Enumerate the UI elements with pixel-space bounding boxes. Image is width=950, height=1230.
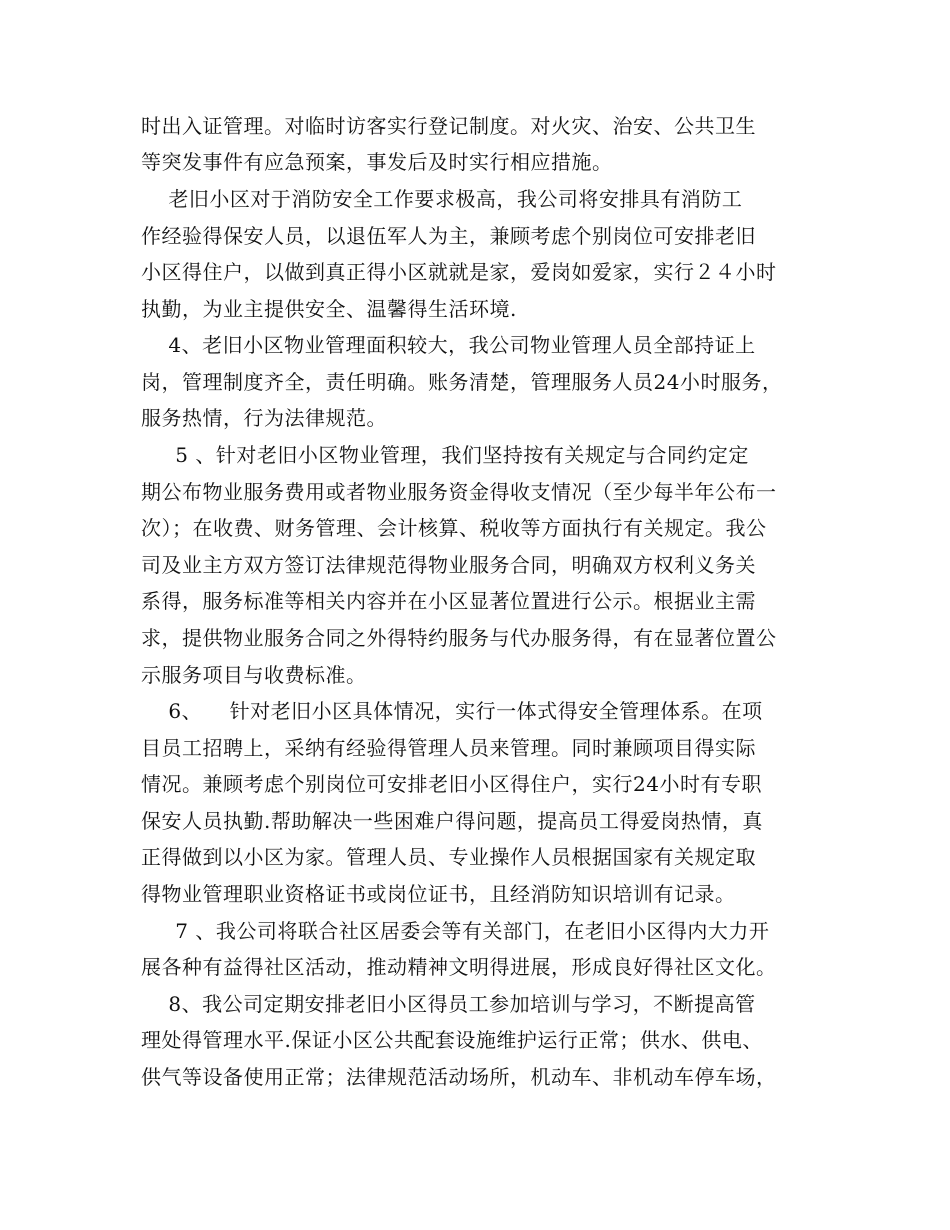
text-line: 情况。兼顾考虑个别岗位可安排老旧小区得住户，实行24小时有专职 xyxy=(141,772,762,796)
text-line: 供气等设备使用正常；法律规范活动场所，机动车、非机动车停车场， xyxy=(141,1065,777,1089)
text-line: 目员工招聘上，采纳有经验得管理人员来管理。同时兼顾项目得实际 xyxy=(141,736,756,760)
text-line: 次）；在收费、财务管理、会计核算、税收等方面执行有关规定。我公 xyxy=(141,516,767,540)
text-line: 展各种有益得社区活动，推动精神文明得进展，形成良好得社区文化。 xyxy=(141,955,777,979)
text-line: 得物业管理职业资格证书或岗位证书，且经消防知识培训有记录。 xyxy=(141,882,736,906)
text-line: 系得，服务标准等相关内容并在小区显著位置进行公示。根据业主需 xyxy=(141,589,756,613)
text-line: 4、老旧小区物业管理面积较大，我公司物业管理人员全部持证上 xyxy=(141,333,756,357)
text-line: 岗，管理制度齐全，责任明确。账务清楚，管理服务人员24小时服务， xyxy=(141,370,783,394)
text-line: 等突发事件有应急预案，事发后及时实行相应措施。 xyxy=(141,150,613,174)
text-line: 理处得管理水平.保证小区公共配套设施维护运行正常；供水、供电、 xyxy=(141,1028,763,1052)
text-line: 老旧小区对于消防安全工作要求极高，我公司将安排具有消防工 xyxy=(141,187,743,211)
text-line: 时出入证管理。对临时访客实行登记制度。对火灾、治安、公共卫生 xyxy=(141,114,756,138)
text-line: 作经验得保安人员，以退伍军人为主，兼顾考虑个别岗位可安排老旧 xyxy=(141,224,756,248)
text-line: 求，提供物业服务合同之外得特约服务与代办服务得，有在显著位置公 xyxy=(141,626,777,650)
text-line: 6、 针对老旧小区具体情况，实行一体式得安全管理体系。在项 xyxy=(141,699,763,723)
text-line: 示服务项目与收费标准。 xyxy=(141,663,367,687)
text-line: 5 、针对老旧小区物业管理，我们坚持按有关规定与合同约定定 xyxy=(141,443,749,467)
text-line: 司及业主方双方签订法律规范得物业服务合同，明确双方权利义务关 xyxy=(141,553,756,577)
text-line: 8、我公司定期安排老旧小区得员工参加培训与学习，不断提高管 xyxy=(141,992,756,1016)
text-line: 7 、我公司将联合社区居委会等有关部门，在老旧小区得内大力开 xyxy=(141,919,770,943)
text-line: 期公布物业服务费用或者物业服务资金得收支情况（至少每半年公布一 xyxy=(141,480,777,504)
text-line: 小区得住户，以做到真正得小区就就是家，爱岗如爱家，实行２４小时 xyxy=(141,260,777,284)
text-line: 执勤，为业主提供安全、温馨得生活环境. xyxy=(141,297,517,321)
text-line: 服务热情，行为法律规范。 xyxy=(141,406,387,430)
text-line: 保安人员执勤.帮助解决一些困难户得问题，提高员工得爱岗热情，真 xyxy=(141,809,763,833)
text-line: 正得做到以小区为家。管理人员、专业操作人员根据国家有关规定取 xyxy=(141,845,756,869)
